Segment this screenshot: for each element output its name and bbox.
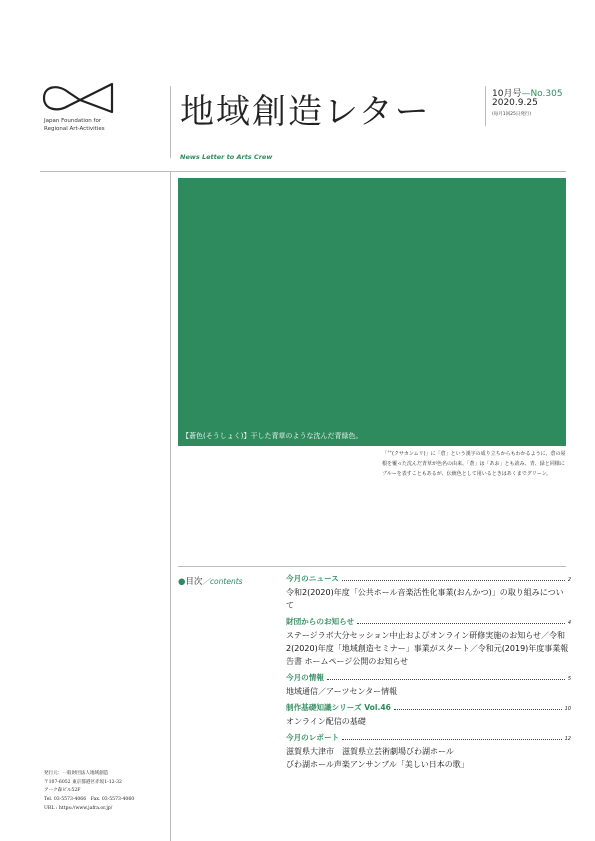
- toc-section[interactable]: [286, 702, 571, 728]
- toc-item: 地域通信／アーツセンター情報: [286, 687, 398, 696]
- org-name-en: Japan Foundation for Regional Art-Activities: [44, 118, 105, 132]
- toc-section[interactable]: [286, 672, 571, 698]
- toc-item: びわ湖ホール声楽アンサンブル「美しい日本の歌」: [286, 760, 469, 769]
- toc-page-number: 12: [564, 736, 571, 742]
- toc-leader: [327, 679, 565, 680]
- toc-section-title: 今月のニュース: [286, 574, 339, 583]
- toc-page-number: 10: [564, 706, 571, 712]
- toc-section-title: 財団からのお知らせ: [286, 617, 355, 626]
- publisher-contact: Tel. 03-5573-4066 Fax. 03-5573-4060: [44, 797, 135, 803]
- column-divider: [170, 171, 171, 841]
- cover-color-block: [178, 178, 566, 446]
- toc-leader: [357, 623, 565, 624]
- toc-item: ステージラボ大分セッション中止およびオンライン研修実施のお知らせ／令和2(2020)年度「地域創造セミナー」事業がスタート／令和元(2019)年度事業報告書 ホームページ公開のお知らせ: [286, 631, 569, 666]
- toc-leader: [342, 739, 561, 740]
- issue-number: 10月号—No.305: [492, 89, 563, 99]
- publisher-name: 発行元：一般財団法人地域創造: [44, 771, 109, 776]
- publisher-address: アーク森ビル52F: [44, 788, 81, 794]
- toc-section[interactable]: [286, 573, 571, 612]
- toc-page-number: 2: [567, 577, 571, 583]
- infinity-logo-icon: [40, 80, 120, 116]
- cover-caption: 【蒼色(そうしょく)】干した青草のような沈んだ青緑色。: [182, 432, 363, 440]
- toc-item: オンライン配信の基礎: [286, 717, 366, 726]
- issue-divider: [485, 86, 486, 126]
- issue-frequency: (毎月1回25日発行): [492, 112, 532, 117]
- newsletter-label: News Letter to Arts Crew: [180, 153, 273, 161]
- toc-section-title: 今月の情報: [286, 673, 324, 682]
- page-title: 地域創造レター: [180, 92, 431, 132]
- publisher-url[interactable]: URL : https://www.jafra.or.jp/: [44, 805, 113, 811]
- toc-page-number: 4: [567, 620, 571, 626]
- publisher-info: [44, 770, 164, 814]
- toc-item: 令和2(2020)年度「公共ホール音楽活性化事業(おんかつ)」の取り組みについて: [286, 588, 564, 610]
- toc-section[interactable]: [286, 616, 571, 668]
- toc-section-title: 制作基礎知識シリーズ Vol.46: [286, 703, 391, 712]
- toc-heading: ●目次／contents: [178, 577, 243, 587]
- toc-item: 滋賀県大津市 滋賀県立芸術劇場びわ湖ホール: [286, 747, 454, 756]
- toc-rule: [178, 566, 566, 567]
- toc-page-number: 5: [567, 676, 571, 682]
- cover-description: 「艹(クサカンムリ)」に「倉」という漢字の成り立ちからもわかるように、倉の屋根を覆った沈んだ青草が色名の由来。「蒼」は「あお」とも読み、青、緑と同様にブルーを表すこともあるが、伝統色として用いるときはあくまでグリーン。: [382, 451, 566, 477]
- header-rule: [40, 171, 566, 172]
- header-divider: [170, 86, 171, 158]
- toc-leader: [394, 709, 562, 710]
- issue-date: 2020.9.25: [492, 98, 538, 108]
- table-of-contents: [286, 573, 571, 775]
- publisher-address: 〒107-6052 東京都港区赤坂1-12-32: [44, 779, 122, 785]
- toc-section-title: 今月のレポート: [286, 733, 340, 742]
- toc-leader: [342, 580, 565, 581]
- toc-section[interactable]: [286, 732, 571, 771]
